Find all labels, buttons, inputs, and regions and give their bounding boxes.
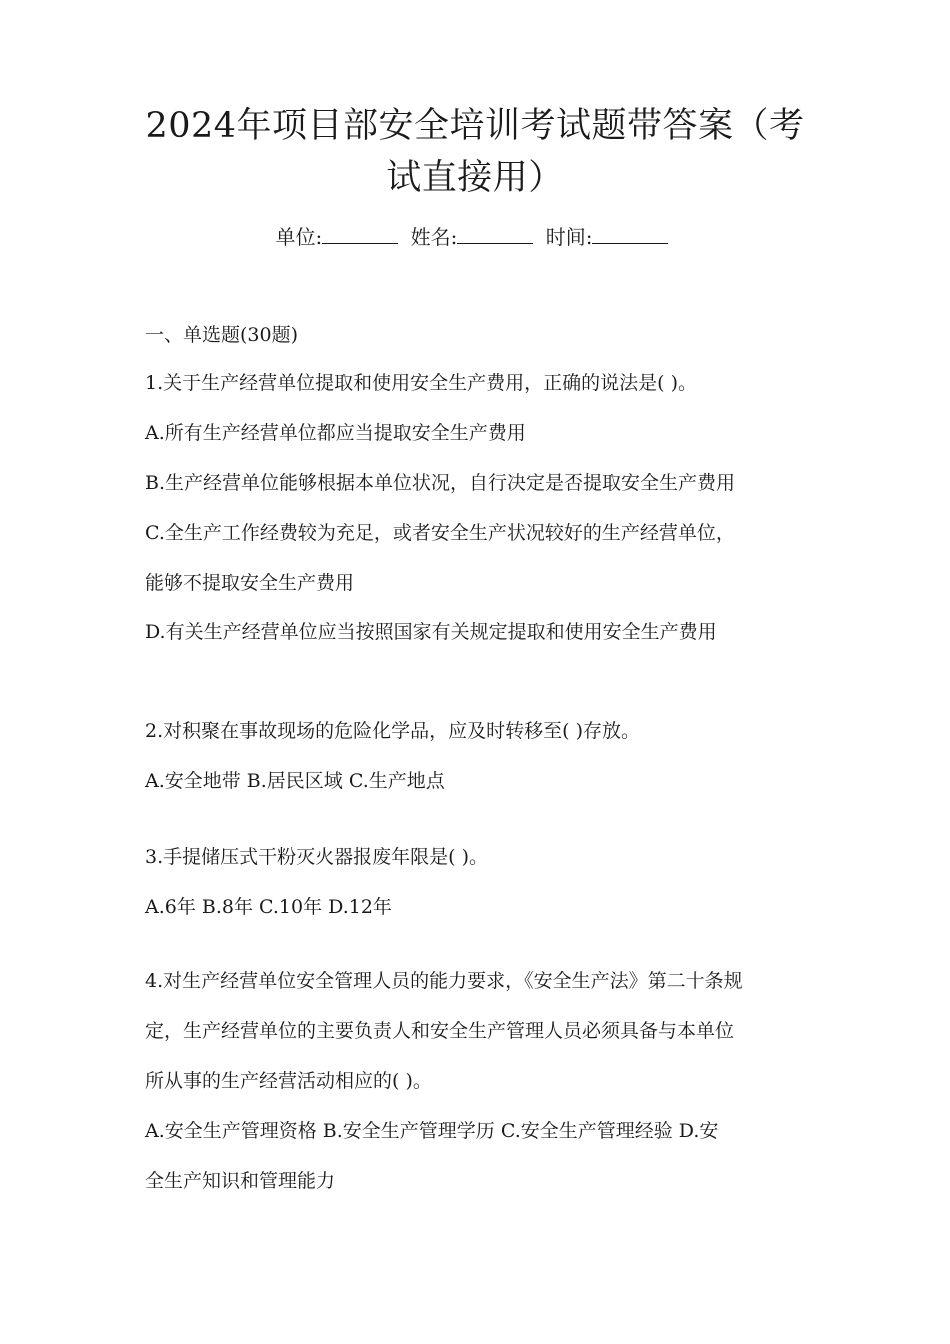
question-4-stem-line-3: 所从事的生产经营活动相应的( )。	[145, 1070, 432, 1092]
document-title	[100, 100, 850, 204]
unit-blank	[322, 223, 398, 244]
time-blank	[592, 223, 668, 244]
question-1-option-d: D.有关生产经营单位应当按照国家有关规定提取和使用安全生产费用	[145, 621, 717, 643]
question-1-stem: 1.关于生产经营单位提取和使用安全生产费用，正确的说法是( )。	[145, 372, 697, 394]
question-4-options-line-2: 全生产知识和管理能力	[145, 1170, 336, 1192]
question-1-option-c: C.全生产工作经费较为充足，或者安全生产状况较好的生产经营单位，	[145, 522, 735, 544]
question-4-options-line-1: A.安全生产管理资格 B.安全生产管理学历 C.安全生产管理经验 D.安	[145, 1120, 719, 1142]
question-4-stem-line-2: 定，生产经营单位的主要负责人和安全生产管理人员必须具备与本单位	[145, 1020, 735, 1042]
section-heading: 一、单选题(30题)	[145, 324, 299, 346]
name-blank	[457, 223, 533, 244]
question-2-options: A.安全地带 B.居民区域 C.生产地点	[145, 770, 445, 792]
info-line	[100, 222, 850, 252]
question-1-option-b: B.生产经营单位能够根据本单位状况，自行决定是否提取安全生产费用	[145, 472, 736, 494]
question-4-stem-line-1: 4.对生产经营单位安全管理人员的能力要求，《安全生产法》第二十条规	[145, 970, 743, 992]
question-1-option-a: A.所有生产经营单位都应当提取安全生产费用	[145, 422, 526, 444]
time-label: 时间:	[545, 225, 593, 249]
title-line-2: 试直接用）	[386, 158, 564, 198]
question-2-stem: 2.对积聚在事故现场的危险化学品，应及时转移至( )存放。	[145, 720, 640, 742]
question-3-options: A.6年 B.8年 C.10年 D.12年	[145, 896, 392, 918]
unit-label: 单位:	[275, 225, 323, 249]
question-1-option-c-cont: 能够不提取安全生产费用	[145, 572, 355, 594]
question-3-stem: 3.手提储压式干粉灭火器报废年限是( )。	[145, 846, 488, 868]
name-label: 姓名:	[410, 225, 458, 249]
title-line-1: 2024年项目部安全培训考试题带答案（考	[145, 106, 805, 146]
